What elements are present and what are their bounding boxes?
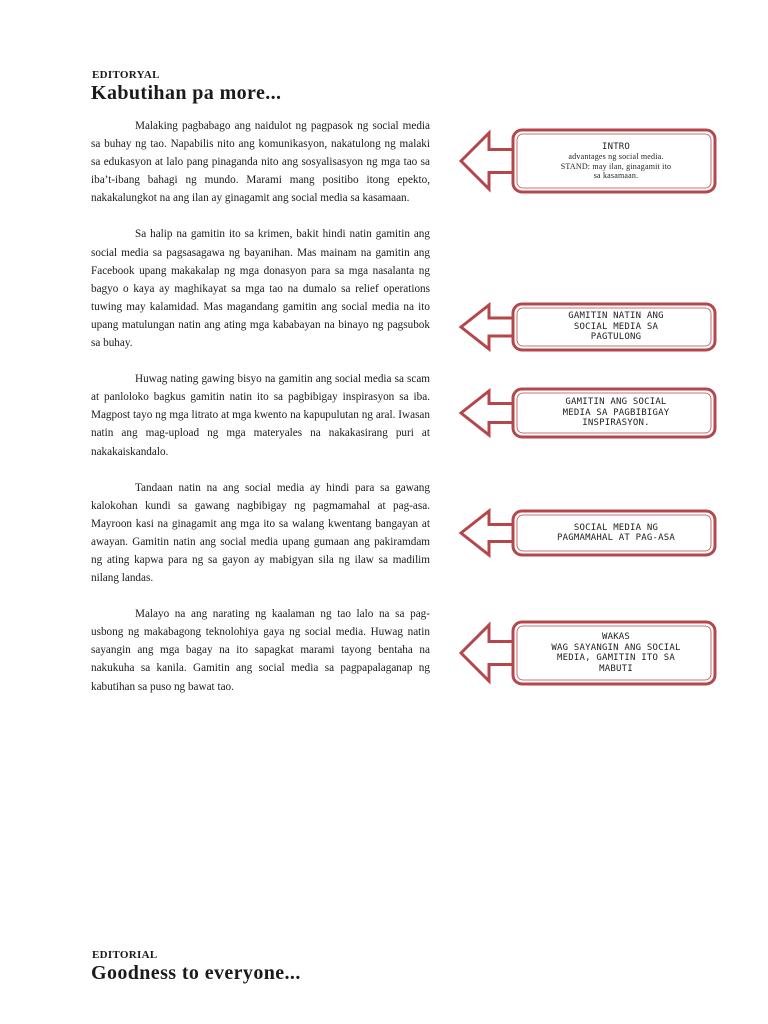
callout-line: sa kasamaan. xyxy=(593,171,639,180)
callout-line: SOCIAL MEDIA NG xyxy=(573,522,659,533)
paragraph-tulong: Sa halip na gamitin ito sa krimen, bakit hindi natin gamitin ang social media sa pagsasagawa ng bayanihan. Mas mainam na gamitin ang Facebook upang makakalap ng mga donasyon para sa mga nasalanta ng bagyo o kaya ay maghikayat sa mga tao na dumalo sa relief operations tuwing may kalamidad. Mas magandang gamitin ang social media na ito upang matulungan natin ang ating mga kababayan na binayo ng pagsubok sa buhay. xyxy=(91,228,430,350)
paragraph-wakas: Malayo na ang narating ng kaalaman ng tao lalo na sa pag-usbong ng makabagong teknolohiya gaya ng social media. Huwag natin sayangin ang mga bagay na ito sapagkat marami tayong bentaha na nakukuha sa kanila. Gamitin ang social media sa pagpapalaganap ng kabutihan sa puso ng bawat tao. xyxy=(91,608,430,693)
paragraph-intro: Malaking pagbabago ang naidulot ng pagpasok ng social media sa buhay ng tao. Napabilis nito ang komunikasyon, nakatulong ng malaki sa edukasyon at lalo pang pinaganda nito ang sosyalisasyon ng mga tao sa iba’t-ibang bahagi ng mundo. Marami mang positibo itong epekto, nakakalungkot na ang ilan ay ginagamit ang social media sa kasamaan. xyxy=(91,120,430,205)
paragraph-inspirasyon: Huwag nating gawing bisyo na gamitin ang social media sa scam at panloloko bagkus gamitin natin ito sa pagbibigay inspirasyon sa iba. Magpost tayo ng mga litrato at mga kwento na kapupulutan ng aral. Iwasan natin ang mag-upload ng mga materyales na nakakasirang puri at nakakaiskandalo. xyxy=(91,373,430,458)
callout-line: MEDIA SA PAGBIBIGAY xyxy=(562,407,670,418)
callout-text xyxy=(523,509,709,557)
callout-text xyxy=(523,128,709,194)
callout-line: SOCIAL MEDIA SA xyxy=(573,321,659,332)
paragraph-pagmamahal: Tandaan natin na ang social media ay hindi para sa gawang kalokohan kundi sa gawang nagbibigay ng pagmamahal at pag-asa. Mayroon kasi na ginagamit ang mga ito sa walang kwentang bangayan at awayan. Gamitin natin ang social media upang gumaan ang pakiramdam ng ating kapwa para ng sa gayon ay mabigyan sila ng ilaw sa madilim nilang landas. xyxy=(91,481,430,585)
editorial-body xyxy=(91,117,430,714)
callout-line: STAND: may ilan, ginagamit ito xyxy=(560,161,672,171)
callout-text xyxy=(523,387,709,439)
left-arrow-icon xyxy=(461,305,517,349)
left-arrow-icon xyxy=(461,133,517,189)
editorial-title: Goodness to everyone... xyxy=(91,962,301,984)
callout-wakas xyxy=(457,620,717,686)
callout-pagtulong xyxy=(457,302,717,352)
left-arrow-icon xyxy=(461,511,517,555)
callout-line: INTRO xyxy=(601,141,631,152)
callout-line: INSPIRASYON. xyxy=(582,418,650,429)
left-arrow-icon xyxy=(461,391,517,435)
callout-line: PAGMAMAHAL AT PAG-ASA xyxy=(557,533,675,543)
callout-line: WAG SAYANGIN ANG SOCIAL xyxy=(551,642,681,653)
callout-line: MEDIA, GAMITIN ITO SA xyxy=(557,653,675,663)
editorial-title: Kabutihan pa more... xyxy=(91,82,282,104)
callout-text xyxy=(523,620,709,686)
callout-line: GAMITIN NATIN ANG xyxy=(568,311,664,322)
left-arrow-icon xyxy=(461,625,517,681)
section-kicker: EDITORIAL xyxy=(92,949,158,961)
callout-intro xyxy=(457,128,717,194)
callout-pagmamahal xyxy=(457,509,717,557)
section-kicker: EDITORYAL xyxy=(92,69,160,81)
callout-line: GAMITIN ANG SOCIAL xyxy=(565,397,667,408)
callout-line: advantages ng social media. xyxy=(568,152,664,161)
callout-inspirasyon xyxy=(457,387,717,439)
callout-line: MABUTI xyxy=(599,663,633,674)
callout-line: PAGTULONG xyxy=(590,332,642,343)
callout-line: WAKAS xyxy=(601,632,631,642)
callout-text xyxy=(523,302,709,352)
